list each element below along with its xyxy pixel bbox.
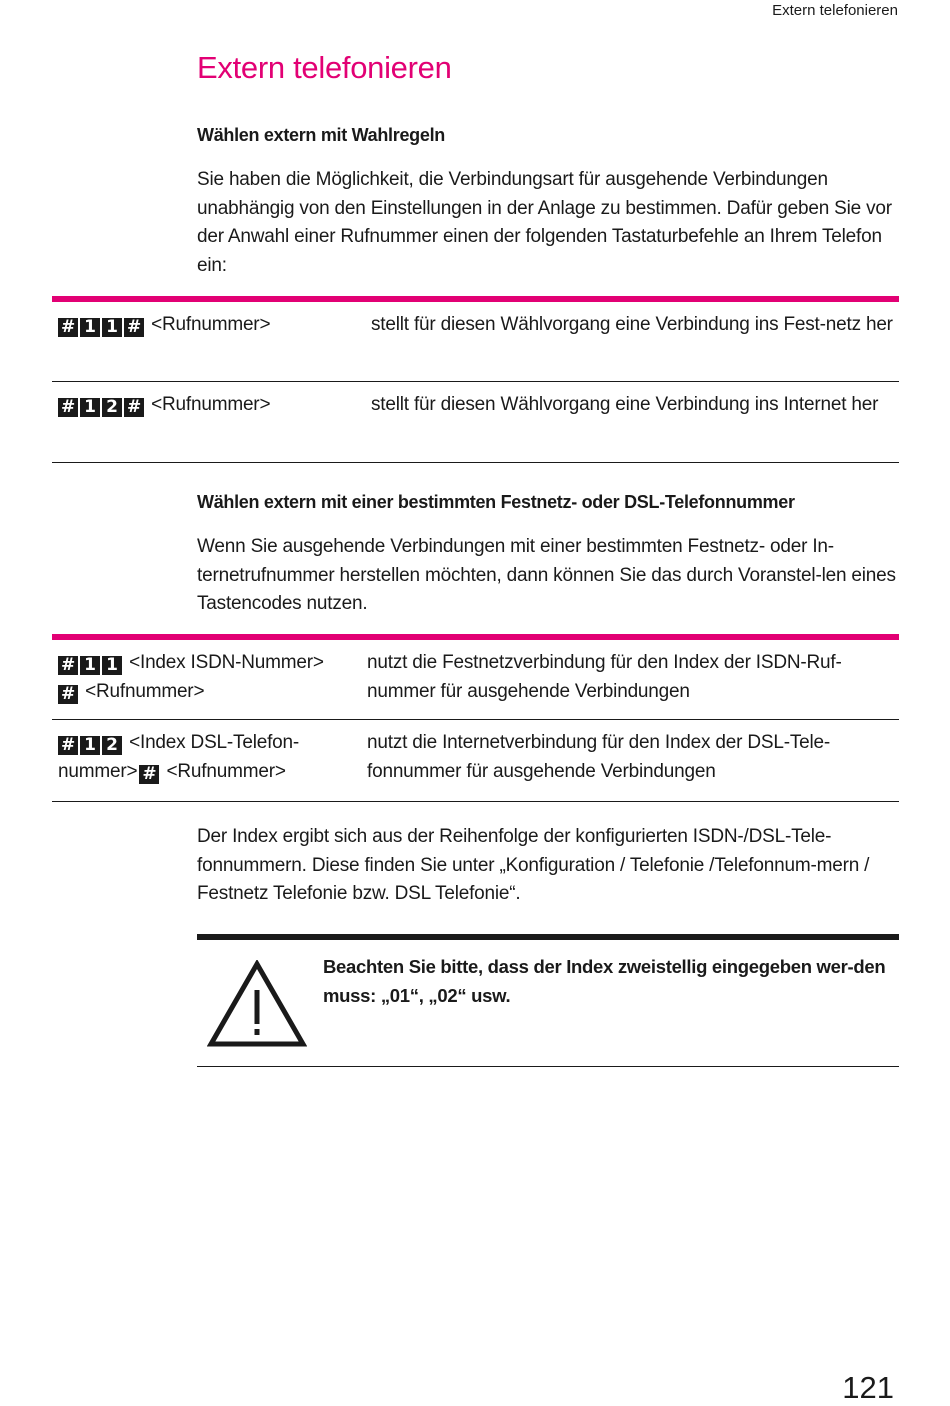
row-description: stellt für diesen Wählvorgang eine Verbindung ins Fest-netz her — [371, 314, 893, 335]
row-description: stellt für diesen Wählvorgang eine Verbindung ins Internet her — [371, 394, 879, 415]
code-text: <Index DSL-Telefon-nummer> — [58, 732, 300, 782]
code-text: <Rufnummer> — [151, 394, 271, 415]
code-text: <Index ISDN-Nummer> — [129, 652, 324, 673]
page-number: 121 — [842, 1370, 894, 1405]
table-row — [52, 720, 899, 802]
section-paragraph-dial-rules: Sie haben die Möglichkeit, die Verbindungsart für ausgehende Verbindungen unabhängig von den Einstellungen in der Anlage zu bestimmen. Dafür geben Sie vor der Anwahl einer Rufnummer einen der folgenden Tastaturbefehle an Ihrem Telefon ein: — [197, 169, 892, 276]
digit-key-icon: 1 — [80, 398, 100, 417]
warning-box — [197, 934, 899, 1067]
table-row — [52, 382, 899, 463]
section-paragraph-specific-number: Wenn Sie ausgehende Verbindungen mit einer bestimmten Festnetz- oder In-ternetrufnummer herstellen möchten, dann können Sie das durch Voranstel-len eines Tastencodes nutzen. — [197, 536, 896, 614]
code-text-after: <Rufnummer> — [85, 680, 205, 702]
hash-key-icon: # — [124, 398, 144, 417]
digit-key-icon: 1 — [102, 318, 122, 337]
hash-key-icon: # — [58, 656, 78, 675]
key-sequence — [58, 729, 363, 786]
running-header: Extern telefonieren — [772, 2, 898, 19]
hash-key-icon: # — [58, 318, 78, 337]
hash-key-icon: # — [58, 398, 78, 417]
hash-key-icon: # — [58, 685, 78, 704]
hash-key-icon: # — [139, 765, 159, 784]
hash-key-icon: # — [58, 736, 78, 755]
code-text: <Rufnummer> — [151, 314, 271, 335]
section-heading-specific-number: Wählen extern mit einer bestimmten Festnetz- oder DSL-Telefonnummer — [197, 492, 795, 512]
warning-triangle-icon — [207, 960, 307, 1048]
digit-key-icon: 1 — [80, 656, 100, 675]
key-sequence — [58, 311, 358, 340]
digit-key-icon: 2 — [102, 398, 122, 417]
page-title: Extern telefonieren — [197, 50, 452, 85]
code-text-after: <Rufnummer> — [166, 760, 286, 782]
dial-rules-table — [52, 296, 899, 463]
digit-key-icon: 1 — [80, 736, 100, 755]
digit-key-icon: 2 — [102, 736, 122, 755]
warning-text: Beachten Sie bitte, dass der Index zweistellig eingegeben wer-den muss: „01“, „02“ usw. — [323, 956, 886, 1006]
table-row — [52, 640, 899, 720]
key-sequence — [58, 391, 358, 420]
section-heading-dial-rules: Wählen extern mit Wahlregeln — [197, 125, 445, 145]
row-description: nutzt die Festnetzverbindung für den Index der ISDN-Ruf-nummer für ausgehende Verbindungen — [367, 652, 842, 702]
index-note-paragraph: Der Index ergibt sich aus der Reihenfolge der konfigurierten ISDN-/DSL-Tele-fonnummern. Diese finden Sie unter „Konfiguration / Telefonie /Telefonnum-mern / Festnetz Telefonie bzw. DSL Telefonie“. — [197, 826, 870, 904]
table-row — [52, 302, 899, 382]
hash-key-icon: # — [124, 318, 144, 337]
row-description: nutzt die Internetverbindung für den Index der DSL-Tele-fonnummer für ausgehende Verbindungen — [367, 732, 831, 782]
index-code-table — [52, 634, 899, 802]
digit-key-icon: 1 — [102, 656, 122, 675]
digit-key-icon: 1 — [80, 318, 100, 337]
key-sequence — [58, 649, 358, 706]
